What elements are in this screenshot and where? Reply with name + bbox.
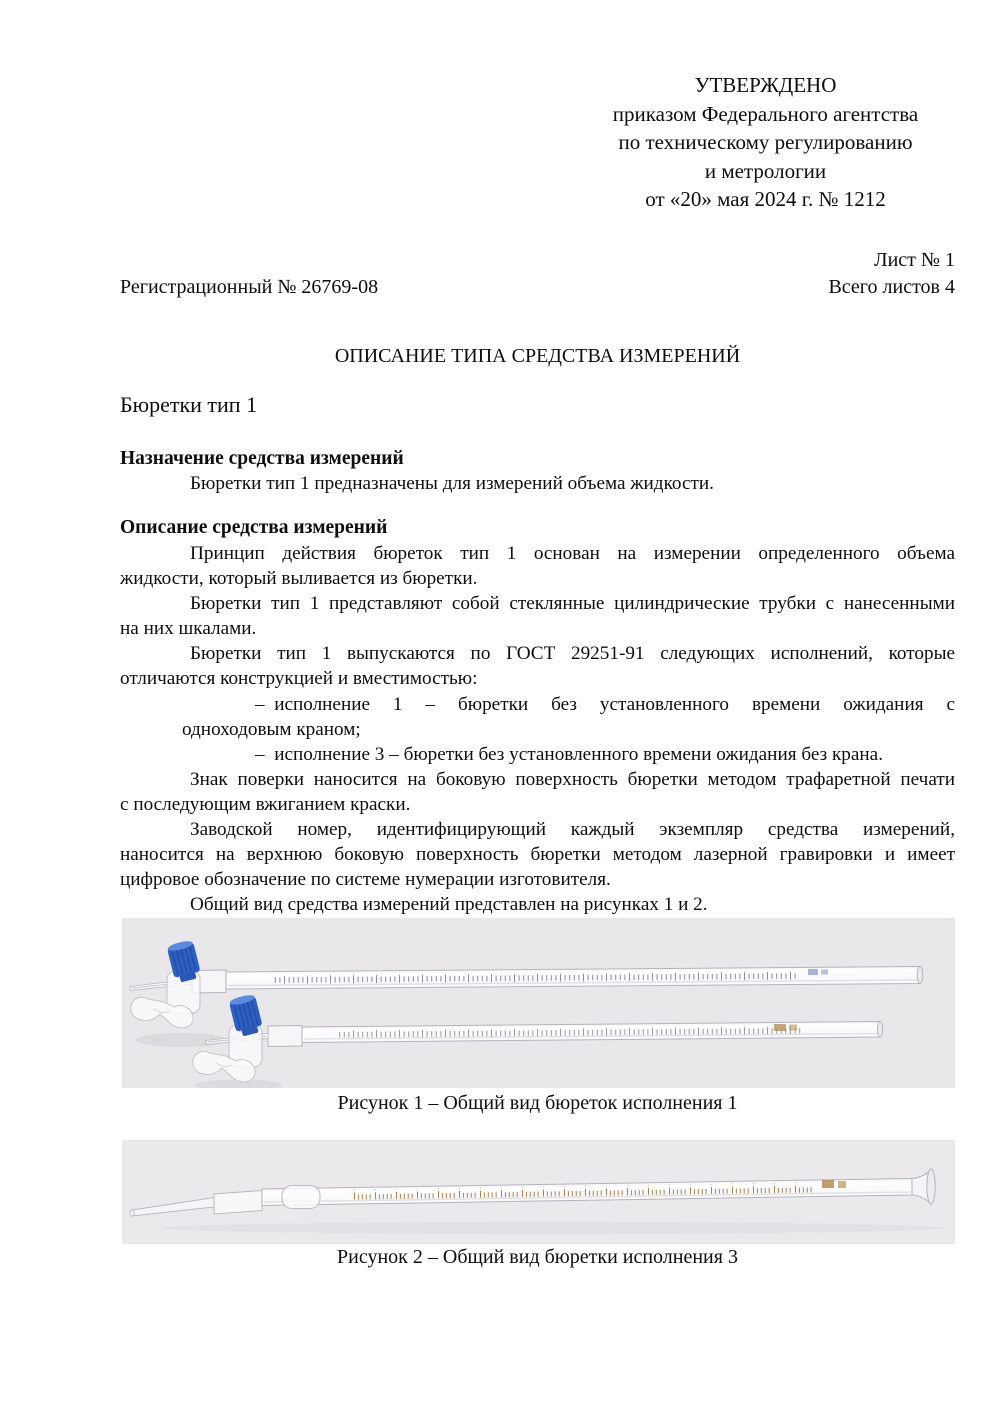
- tip-sleeve: [214, 1191, 262, 1215]
- approval-line: УТВЕРЖДЕНО: [694, 73, 837, 97]
- approval-block: [553, 71, 978, 214]
- approval-line: и метрологии: [704, 158, 827, 183]
- total-sheets: Всего листов 4: [828, 276, 955, 298]
- tube-label-mark: [822, 1180, 846, 1188]
- text-line: Принцип действия бюреток тип 1 основан на измерении определенного объема: [190, 543, 955, 564]
- text-line: наносится на верхнюю боковую поверхность бюретки методом лазерной гравировки и имеет: [120, 844, 955, 866]
- text-line: отличаются конструкцией и вместимостью:: [120, 668, 478, 690]
- approval-line: приказом Федерального агентства: [612, 101, 919, 126]
- text-line: цифровое обозначение по системе нумерации изготовителя.: [120, 869, 611, 891]
- text-line: Знак поверки наносится на боковую поверхность бюретки методом трафаретной печати: [190, 768, 955, 790]
- list-item-line: одноходовым краном;: [182, 718, 361, 740]
- tube-open-end: [917, 967, 923, 984]
- mouth-opening: [927, 1169, 935, 1204]
- approval-line: по техническому регулированию: [618, 130, 913, 154]
- purpose-text: Бюретки тип 1 предназначены для измерений объема жидкости.: [190, 473, 714, 494]
- list-item-line: – исполнение 1 – бюретки без установленного времени ожидания с: [255, 693, 955, 715]
- description-body: [120, 541, 955, 917]
- document-title: ОПИСАНИЕ ТИПА СРЕДСТВА ИЗМЕРЕНИЙ: [334, 345, 741, 367]
- figure-2-image: [122, 1140, 955, 1244]
- text-line: Общий вид средства измерений представлен на рисунках 1 и 2.: [190, 894, 708, 916]
- description-heading: Описание средства измерений: [120, 517, 388, 538]
- text-line: на них шкалами.: [120, 618, 257, 640]
- text-line: Заводской номер, идентифицирующий каждый экземпляр средства измерений,: [190, 819, 955, 841]
- list-item-line: – исполнение 3 – бюретки без установленного времени ожидания без крана.: [255, 743, 883, 765]
- sheet-info-row: [120, 276, 955, 299]
- tube-label-mark: [774, 1024, 797, 1031]
- tube-joint: [282, 1186, 320, 1209]
- sheet-number: Лист № 1: [874, 249, 955, 271]
- text-line: Бюретки тип 1 представляют собой стеклянные цилиндрические трубки с нанесенными: [190, 593, 955, 615]
- registration-number: Регистрационный № 26769-08: [120, 276, 379, 298]
- figure-1-photo: [122, 918, 955, 1088]
- text-line: Бюретки тип 1 выпускаются по ГОСТ 29251-91 следующих исполнений, которые: [190, 643, 955, 665]
- text-line: жидкости, который выливается из бюретки.: [120, 568, 478, 590]
- figure-2-caption: Рисунок 2 – Общий вид бюретки исполнения 3: [337, 1246, 738, 1268]
- tube-open-end: [877, 1021, 882, 1037]
- figure-2-photo: [122, 1140, 955, 1244]
- approval-line: от «20» мая 2024 г. № 1212: [645, 187, 886, 211]
- figure-1-caption: Рисунок 1 – Общий вид бюреток исполнения 1: [337, 1092, 738, 1114]
- tube-collar: [268, 1026, 302, 1047]
- instrument-name: Бюретки тип 1: [120, 392, 258, 417]
- figure-1-image: [122, 918, 955, 1088]
- tube-label-mark: [808, 969, 828, 975]
- purpose-heading: Назначение средства измерений: [120, 448, 404, 469]
- text-line: с последующим вжиганием краски.: [120, 793, 411, 815]
